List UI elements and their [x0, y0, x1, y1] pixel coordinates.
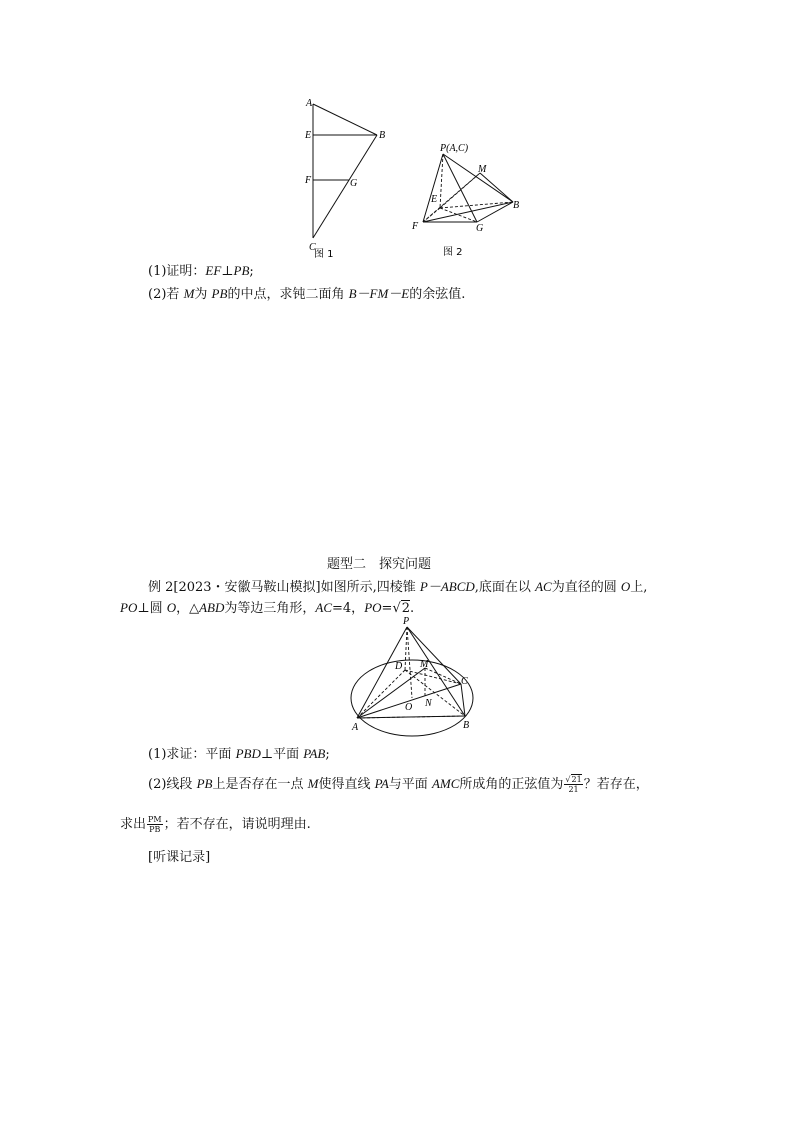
notes-label: [听课记录] — [148, 850, 211, 865]
figure-2-caption: 图 2 — [443, 247, 463, 258]
label-C: C — [461, 676, 468, 687]
label-B: B — [463, 720, 470, 731]
figure-1 — [290, 92, 400, 262]
section-title: 题型二 探究问题 — [327, 557, 432, 572]
example2-part1: (1)求证：平面 PBD⊥平面 PAB; — [148, 746, 330, 762]
sqrt-symbol: √ — [565, 775, 571, 784]
label-C: C — [309, 242, 316, 253]
example2-part2-line1: (2)线段 PB上是否存在一点 M使得直线 PA与平面 AMC所成角的正弦值为 $\frac{√21}{21}$ ？若存在， — [148, 775, 649, 794]
label-M: M — [478, 164, 487, 175]
label-A: A — [352, 722, 359, 733]
label-F: F — [412, 221, 419, 232]
label-P: P — [403, 616, 410, 627]
example2-part2-line2: 求出 $\frac{PM}{PB}$ ；若不存在，请说明理由. — [120, 815, 311, 834]
figure-3 — [345, 614, 485, 744]
example2-line2: PO⊥圆 O，△ABD为等边三角形，AC=4，PO=√2. — [120, 600, 415, 616]
label-P-A-C: P(A,C) — [440, 143, 469, 154]
label-E: E — [305, 130, 312, 141]
label-B: B — [379, 130, 386, 141]
label-G: G — [476, 223, 484, 234]
label-G: G — [350, 178, 358, 189]
sqrt-symbol: √ — [392, 601, 401, 616]
figure-1-caption: 图 1 — [314, 249, 334, 260]
problem1-part2: (2)若 M为 PB的中点，求钝二面角 B－FM－E的余弦值. — [148, 286, 466, 302]
segment-BC — [313, 135, 377, 238]
label-E: E — [431, 194, 438, 205]
label-D: D — [395, 661, 403, 672]
segment-AB — [313, 104, 377, 135]
label-N: N — [425, 698, 432, 709]
label-B: B — [513, 200, 520, 211]
label-O: O — [405, 702, 413, 713]
label-A: A — [306, 98, 313, 109]
example2-line1: 例 2[2023・安徽马鞍山模拟]如图所示,四棱锥 P－ABCD,底面在以 AC为直径的圆 O上, — [148, 579, 648, 595]
figure-2 — [405, 140, 535, 262]
problem1-part1: (1)证明：EF⊥PB; — [148, 263, 254, 279]
label-F: F — [305, 175, 312, 186]
label-M: M — [420, 659, 429, 670]
sine-fraction: $\frac{√21}{21}$ — [565, 775, 582, 794]
ratio-fraction: $\frac{PM}{PB}$ — [148, 815, 162, 834]
